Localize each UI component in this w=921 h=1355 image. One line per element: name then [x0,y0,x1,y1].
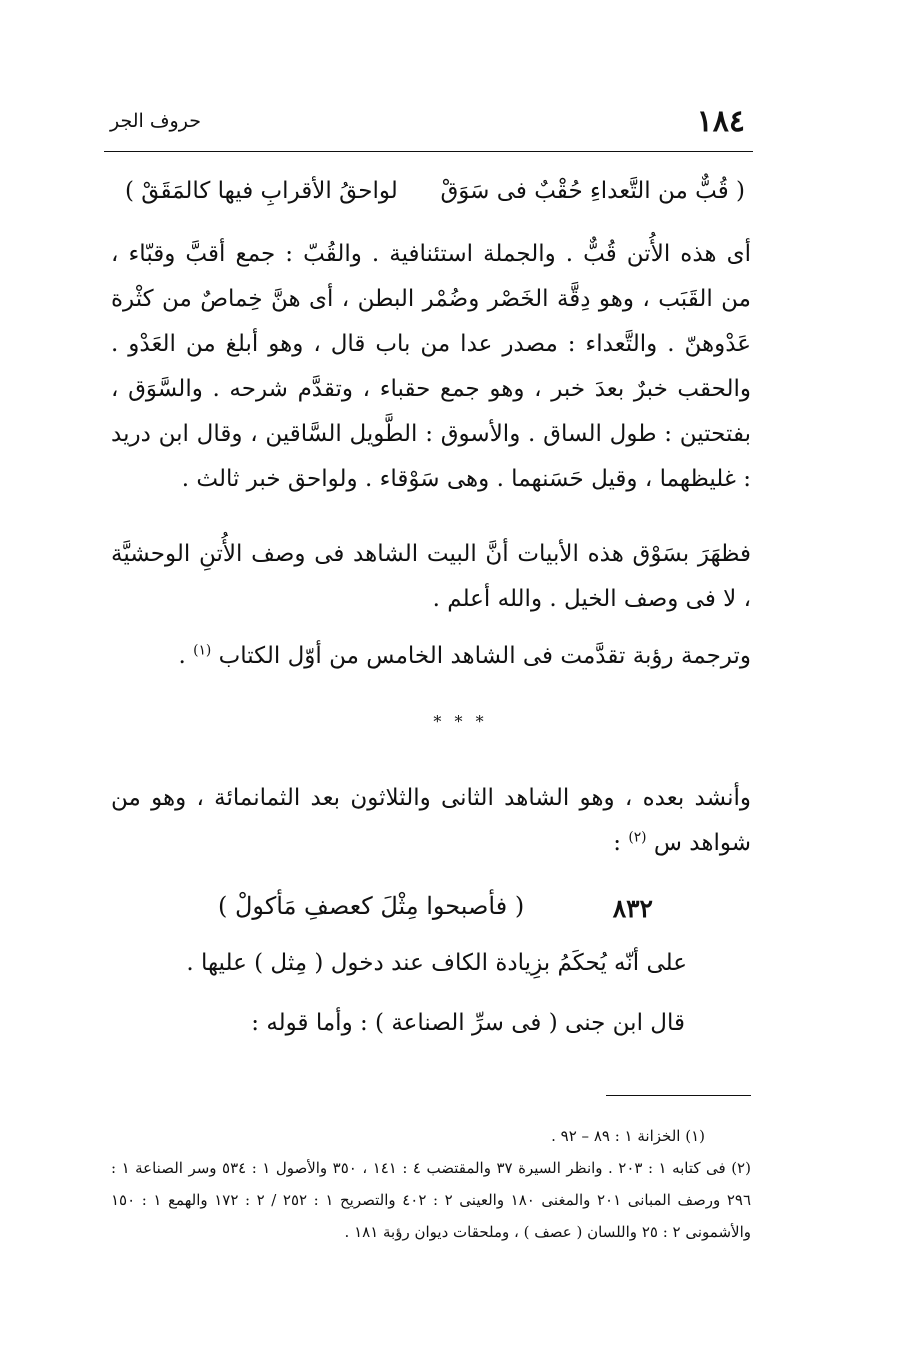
paragraph-3-text: وترجمة رؤبة تقدَّمت فى الشاهد الخامس من أوّل الكتاب [218,643,751,669]
citation-line: قال ابن جنى ( فى سرِّ الصناعة ) : وأما قوله : [251,1010,685,1036]
running-title: حروف الجر [110,110,201,132]
footnote-ref-2: (٢) [628,829,647,846]
commentary-paragraph-2: فظهَرَ بسَوْق هذه الأبيات أنَّ البيت الشاهد فى وصف الأُتنِ الوحشيَّة ، لا فى وصف الخيل . والله أعلم . [111,541,751,612]
footnote-ref-1: (١) [193,642,212,659]
shahid-verse: ( فأصبحوا مِثْلَ كعصفِ مَأكولْ ) [218,892,525,920]
footnote-divider [606,1095,751,1096]
verse-left-hemistich: لواحقُ الأقرابِ فيها كالمَقَقْ ) [125,178,398,204]
paragraph-4-end: : [613,830,629,856]
commentary-paragraph-4 [111,776,751,866]
section-separator: * * * [433,712,488,731]
verse-right-hemistich: ( قُبٌّ من التَّعداءِ حُقْبٌ فى سَوَقْ [440,178,745,204]
page-number: ١٨٤ [696,104,745,139]
shahid-number: ٨٣٢ [612,894,653,923]
commentary-paragraph-3 [111,634,751,679]
commentary-paragraph-1: أى هذه الأُتن قُبٌّ . والجملة استئنافية . والقُبّ : جمع أقبَّ وقبّاء ، من القَبَب ، وهو دِقَّة الخَصْر وضُمْر البطن ، أى هنَّ خِماصٌ من كثْرة عَدْوهنّ . والتَّعداء : مصدر عدا من باب قال ، وهو أبلغ من العَدْو . والحقب خبرٌ بعدَ خبر ، وهو جمع حقباء ، وتقدَّم شرحه . والسَّوَق ، بفتحتين : طول الساق . والأسوق : الطَّويل السَّاقين ، وقال ابن دريد : غليظهما ، وقيل حَسَنهما . وهى سَوْقاء . ولواحق خبر ثالث . [111,241,751,492]
footnote-1: (١) الخزانة ١ : ٨٩ – ٩٢ . [551,1127,705,1145]
paragraph-4-text: وأنشد بعده ، وهو الشاهد الثانى والثلاثون بعد الثمانمائة ، وهو من شواهد س [111,785,751,856]
paragraph-3-end: . [178,643,194,669]
ruling-line: على أنّه يُحكَمُ بزِيادة الكاف عند دخول ( مِثل ) عليها . [186,950,687,976]
header-divider [104,151,753,152]
footnote-2: (٢) فى كتابه ١ : ٢٠٣ . وانظر السيرة ٣٧ والمقتضب ٤ : ١٤١ ، ٣٥٠ والأصول ١ : ٥٣٤ وسر الصناعة ١ : ٢٩٦ ورصف المبانى ٢٠١ والمغنى ١٨٠ والعينى ٢ : ٤٠٢ والتصريح ١ : ٢٥٢ / ٢ : ١٧٢ والهمع ١ : ١٥٠ والأشمونى ٢ : ٢٥ واللسان ( عصف ) ، وملحقات ديوان رؤبة ١٨١ . [111,1159,752,1241]
